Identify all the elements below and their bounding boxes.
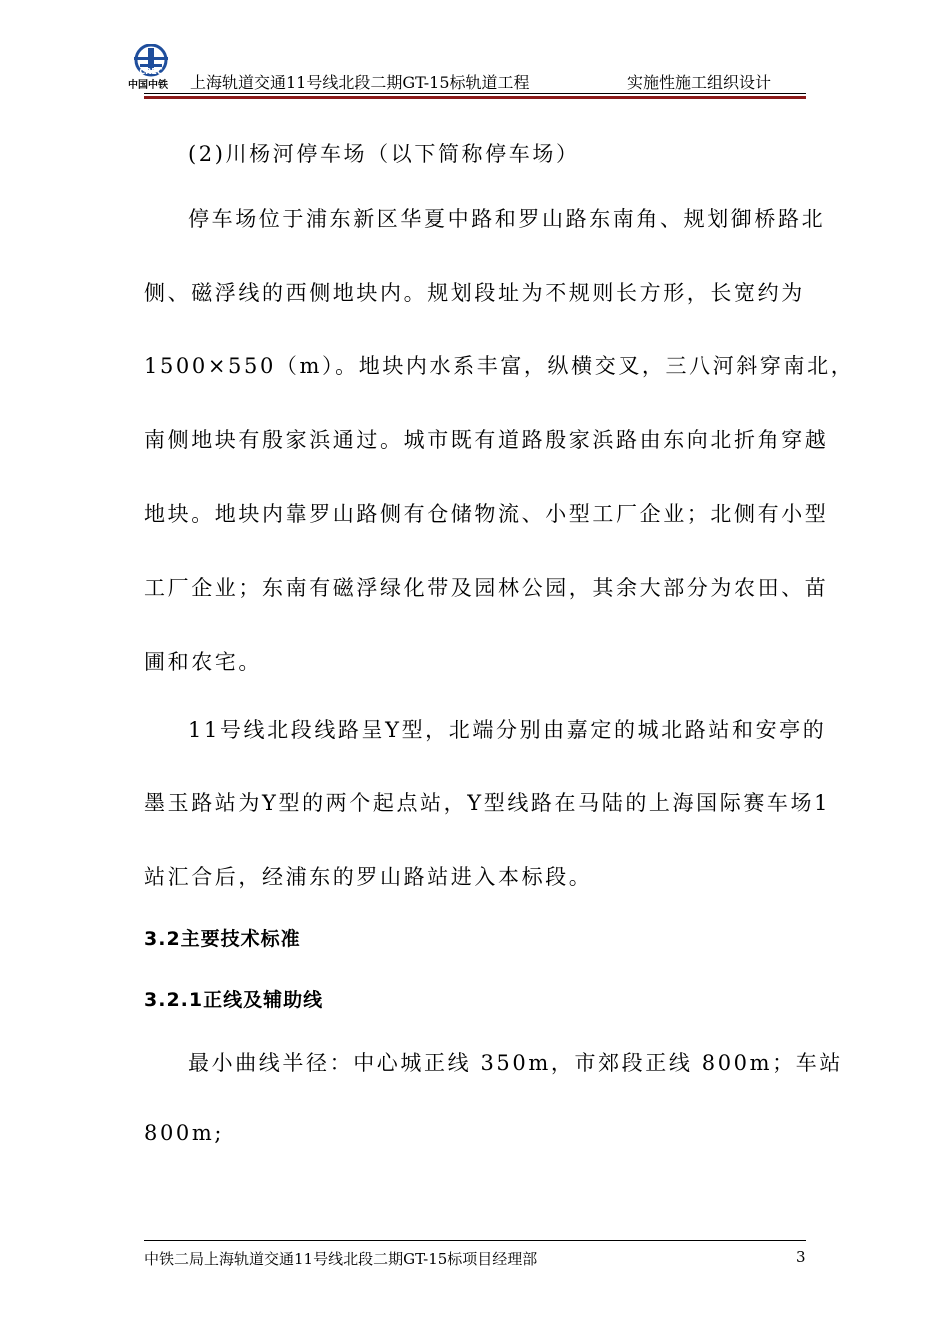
body-line: 侧、磁浮线的西侧地块内。规划段址为不规则长方形，长宽约为	[144, 281, 805, 305]
body-line: 停车场位于浦东新区华夏中路和罗山路东南角、规划御桥路北	[188, 207, 826, 231]
body-line: 11号线北段线路呈Y型，北端分别由嘉定的城北路站和安亭的	[188, 718, 827, 742]
footer-rule	[144, 1240, 806, 1241]
paragraph-heading-depot: (2)川杨河停车场（以下简称停车场）	[188, 142, 580, 166]
footer-text: 中铁二局上海轨道交通11号线北段二期GT-15标项目经理部	[144, 1250, 538, 1268]
body-line: 站汇合后，经浦东的罗山路站进入本标段。	[144, 865, 593, 889]
body-line: 工厂企业；东南有磁浮绿化带及园林公园，其余大部分为农田、苗	[144, 576, 829, 600]
page-number: 3	[796, 1248, 806, 1266]
header-title: 上海轨道交通11号线北段二期GT-15标轨道工程	[190, 73, 530, 92]
header-doc-type: 实施性施工组织设计	[627, 73, 772, 92]
logo-text: 中国中铁	[128, 80, 168, 91]
body-line: 地块。地块内靠罗山路侧有仓储物流、小型工厂企业；北侧有小型	[144, 502, 829, 526]
header-rule-thin	[144, 93, 806, 94]
subsection-heading: 3.2.1正线及辅助线	[144, 989, 324, 1011]
header-rule-thick	[144, 96, 806, 99]
body-line: 墨玉路站为Y型的两个起点站，Y型线路在马陆的上海国际赛车场1	[144, 791, 831, 815]
svg-text:CREC: CREC	[139, 67, 163, 76]
body-line: 1500×550（m）。地块内水系丰富，纵横交叉，三八河斜穿南北，	[144, 354, 855, 378]
section-heading: 3.2主要技术标准	[144, 928, 301, 950]
body-line: 最小曲线半径：中心城正线 350m，市郊段正线 800m；车站	[188, 1051, 843, 1075]
body-line: 南侧地块有殷家浜通过。城市既有道路殷家浜路由东向北折角穿越	[144, 428, 829, 452]
body-line: 800m;	[144, 1121, 225, 1145]
body-line: 圃和农宅。	[144, 650, 262, 674]
